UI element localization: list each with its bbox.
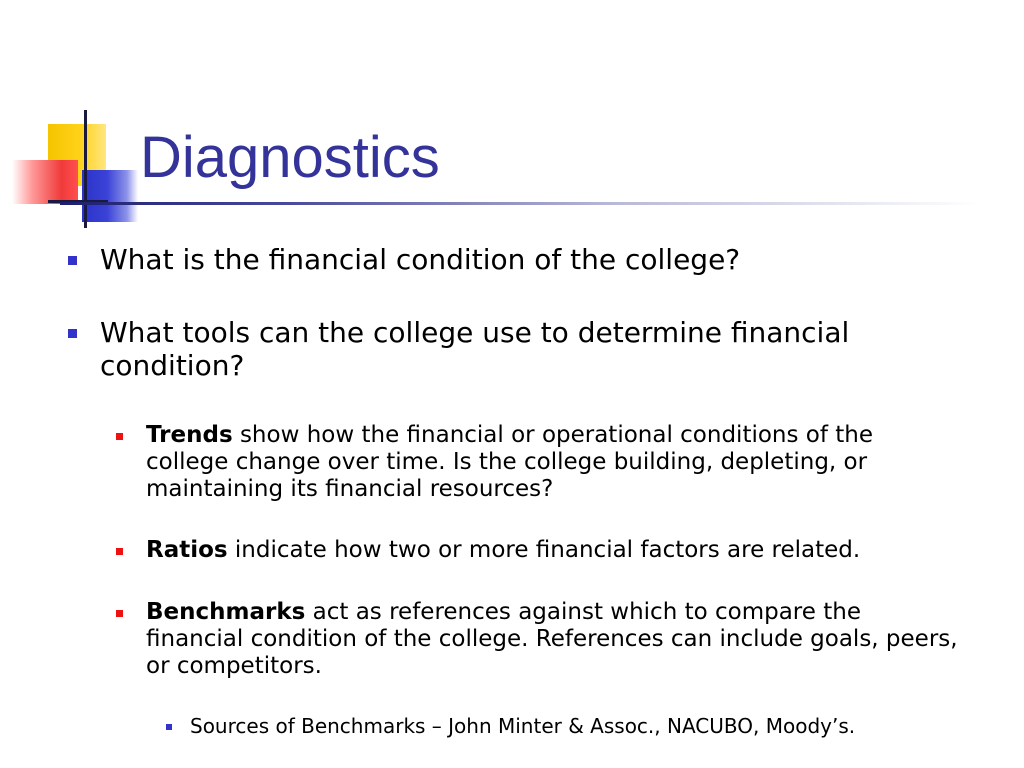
logo-red-block	[12, 160, 78, 204]
bullet-square-icon	[116, 548, 123, 555]
sub-bullet-item	[116, 599, 962, 680]
sub-bullet-item	[116, 422, 962, 503]
bullet-item	[68, 316, 948, 382]
sub-bullet-text	[146, 537, 962, 564]
sub-bullet-term: Trends	[146, 422, 233, 448]
sub-bullet-text	[146, 422, 962, 503]
sub-bullet-term: Ratios	[146, 537, 228, 563]
logo-blue-block	[82, 170, 138, 222]
sub-sub-bullet-item	[166, 714, 976, 738]
bullet-square-icon	[116, 610, 123, 617]
sub-bullet-text	[146, 599, 962, 680]
bullet-text: What is the financial condition of the college?	[100, 243, 741, 276]
logo-vertical-line	[84, 110, 87, 228]
bullet-item	[68, 243, 948, 276]
sub-bullet-term: Benchmarks	[146, 599, 306, 625]
sub-bullet-desc: act as references against which to compare the financial condition of the college. References can include goals, peers, or competitors.	[146, 599, 958, 679]
bullet-square-icon	[68, 256, 77, 265]
bullet-square-icon	[116, 433, 123, 440]
bullet-square-icon	[166, 724, 172, 730]
title-underline	[60, 202, 980, 205]
sub-bullet-desc: show how the financial or operational conditions of the college change over time. Is the college building, depleting, or maintaining its financial resources?	[146, 422, 874, 502]
slide-title: Diagnostics	[140, 125, 440, 190]
sub-sub-bullet-text: Sources of Benchmarks – John Minter & Assoc., NACUBO, Moody’s.	[190, 714, 856, 738]
sub-bullet-desc: indicate how two or more financial factors are related.	[227, 537, 861, 563]
bullet-square-icon	[68, 329, 77, 338]
bullet-text: What tools can the college use to determine financial condition?	[100, 316, 850, 382]
sub-bullet-item	[116, 537, 962, 564]
